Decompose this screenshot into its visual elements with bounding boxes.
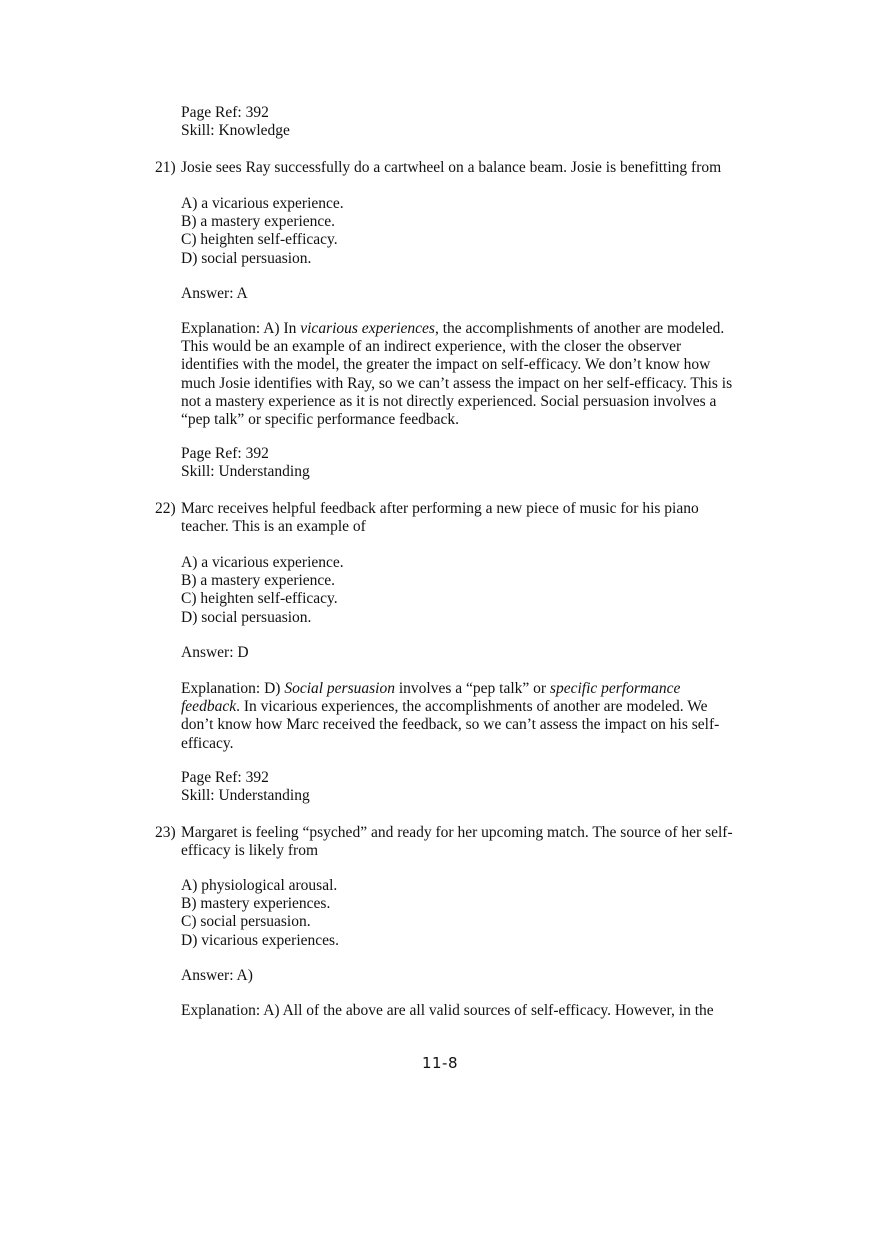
- option-a: A) physiological arousal.: [181, 877, 338, 894]
- top-ref-block: [181, 104, 761, 140]
- option-d: D) social persuasion.: [181, 249, 312, 267]
- answer-23: [181, 967, 761, 985]
- question-stem-21: [181, 159, 761, 177]
- option-c: C) heighten self-efficacy.: [181, 231, 338, 249]
- explanation-line: Explanation: A) All of the above are all valid sources of self-efficacy. However, in the: [181, 1002, 714, 1019]
- page-ref: Page Ref: 392: [181, 104, 269, 121]
- explanation-line: [181, 320, 761, 338]
- explanation-line: [181, 698, 761, 716]
- explanation-text: Explanation: A) In: [181, 320, 301, 337]
- question-number-22: 22): [155, 500, 176, 517]
- explanation-22: [181, 680, 761, 753]
- explanation-line: efficacy.: [181, 734, 234, 752]
- question-stem: teacher. This is an example of: [181, 518, 366, 536]
- explanation-italic: Social persuasion: [284, 680, 395, 697]
- answer: Answer: A: [181, 285, 248, 302]
- explanation-21: [181, 320, 761, 429]
- explanation-text: involves a “pep talk” or: [394, 680, 550, 697]
- option-b: B) mastery experiences.: [181, 895, 331, 913]
- option-d: D) social persuasion.: [181, 608, 312, 626]
- explanation-italic: specific performance: [549, 680, 681, 697]
- question-stem-22: [181, 500, 761, 536]
- skill: Skill: Understanding: [181, 463, 310, 481]
- question-stem: Margaret is feeling “psyched” and ready for her upcoming match. The source of her self-: [181, 824, 733, 841]
- explanation-text: . In vicarious experiences, the accomplishments of another are modeled. We: [236, 698, 708, 716]
- options-23: [181, 877, 761, 950]
- page-ref: Page Ref: 392: [181, 769, 269, 786]
- answer-22: [181, 644, 761, 662]
- explanation-line: don’t know how Marc received the feedback, so we can’t assess the impact on his self-: [181, 716, 720, 734]
- explanation-text: , the accomplishments of another are modeled.: [434, 320, 725, 337]
- option-a: A) a vicarious experience.: [181, 554, 344, 571]
- options-22: [181, 554, 761, 627]
- option-d: D) vicarious experiences.: [181, 931, 339, 949]
- question-stem: Josie sees Ray successfully do a cartwheel on a balance beam. Josie is benefitting from: [181, 159, 722, 176]
- skill: Skill: Knowledge: [181, 122, 290, 140]
- explanation-italic: vicarious experiences: [300, 320, 435, 337]
- option-b: B) a mastery experience.: [181, 572, 336, 590]
- explanation-line: not a mastery experience as it is not directly experienced. Social persuasion involves a: [181, 392, 717, 410]
- explanation-line: identifies with the model, the greater the impact on self-efficacy. We don’t know how: [181, 356, 711, 374]
- page-number: 11-8: [421, 1054, 459, 1072]
- option-c: C) heighten self-efficacy.: [181, 590, 338, 608]
- explanation-23: [181, 1002, 761, 1020]
- question-stem: Marc receives helpful feedback after performing a new piece of music for his piano: [181, 500, 699, 517]
- options-21: [181, 195, 761, 268]
- explanation-italic: feedback: [181, 698, 237, 716]
- ref-block-22: [181, 769, 761, 805]
- ref-block-21: [181, 445, 761, 481]
- answer: Answer: A): [181, 967, 253, 984]
- answer: Answer: D: [181, 644, 249, 661]
- explanation-line: much Josie identifies with Ray, so we can’t assess the impact on her self-efficacy. This is: [181, 374, 733, 392]
- question-stem-23: [181, 824, 761, 860]
- answer-21: [181, 285, 761, 303]
- question-number-21: 21): [155, 159, 176, 176]
- explanation-text: Explanation: D): [181, 680, 285, 697]
- page-ref: Page Ref: 392: [181, 445, 269, 462]
- explanation-line: [181, 680, 761, 698]
- explanation-line: This would be an example of an indirect experience, with the closer the observer: [181, 338, 682, 356]
- option-c: C) social persuasion.: [181, 913, 311, 931]
- option-a: A) a vicarious experience.: [181, 195, 344, 212]
- question-number-23: 23): [155, 824, 176, 841]
- question-stem: efficacy is likely from: [181, 842, 319, 860]
- skill: Skill: Understanding: [181, 787, 310, 805]
- option-b: B) a mastery experience.: [181, 213, 336, 231]
- explanation-line: “pep talk” or specific performance feedback.: [181, 411, 459, 429]
